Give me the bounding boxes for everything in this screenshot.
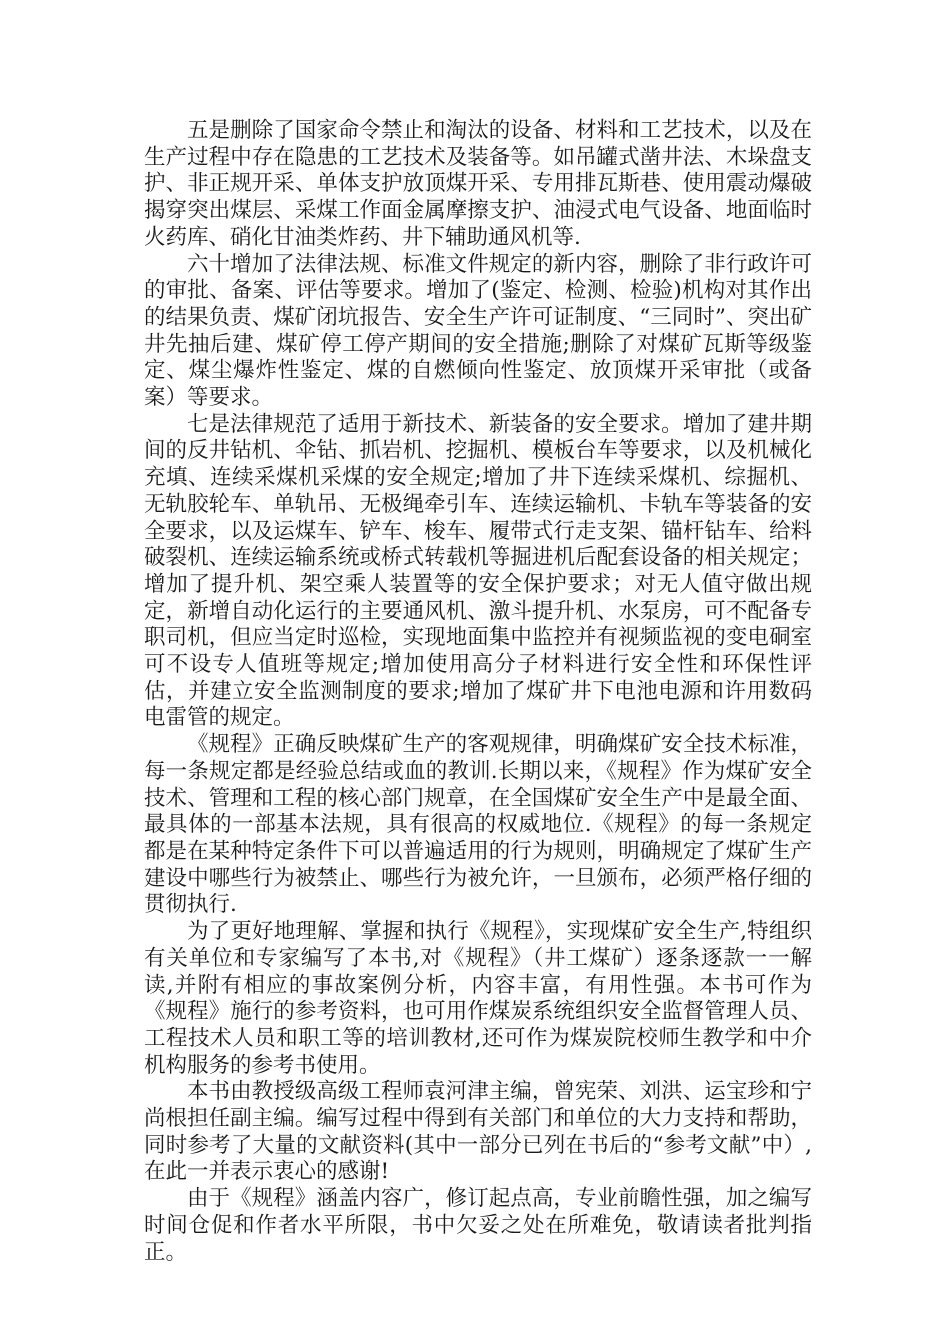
paragraph-3: 七是法律规范了适用于新技术、新装备的安全要求。增加了建井期间的反井钻机、伞钻、抓岩机、挖掘机、模板台车等要求，以及机械化充填、连续采煤机采煤的安全规定;增加了井下连续采煤机、综掘机、无轨胶轮车、单轨吊、无极绳牵引车、连续运输机、卡轨车等装备的安全要求，以及运煤车、铲车、梭车、履带式行走支架、锚杆钻车、给料破裂机、连续运输系统或桥式转载机等掘进机后配套设备的相关规定；增加了提升机、架空乘人装置等的安全保护要求；对无人值守做出规定，新增自动化运行的主要通风机、激斗提升机、水泵房，可不配备专职司机，但应当定时巡检，实现地面集中监控并有视频监视的变电硐室可不设专人值班等规定;增加使用高分子材料进行安全性和环保性评估，并建立安全监测制度的要求;增加了煤矿井下电池电源和许用数码电雷管的规定。 <box>144 411 812 731</box>
paragraph-5: 为了更好地理解、掌握和执行《规程》，实现煤矿安全生产,特组织有关单位和专家编写了本书,对《规程》（井工煤矿）逐条逐款一一解读,并附有相应的事故案例分析，内容丰富，有用性强。本书可作为《规程》施行的参考资料，也可用作煤炭系统组织安全监督管理人员、工程技术人员和职工等的培训教材,还可作为煤炭院校师生教学和中介机构服务的参考书使用。 <box>144 919 812 1078</box>
paragraph-6: 本书由教授级高级工程师袁河津主编，曾宪荣、刘洪、运宝珍和宁尚根担任副主编。编写过程中得到有关部门和单位的大力支持和帮助，同时参考了大量的文献资料(其中一部分已列在书后的“参考文献”中）,在此一并表示衷心的感谢! <box>144 1079 812 1185</box>
paragraph-1: 五是删除了国家命令禁止和淘汰的设备、材料和工艺技术，以及在生产过程中存在隐患的工艺技术及装备等。如吊罐式凿井法、木垛盘支护、非正规开采、单体支护放顶煤开采、专用排瓦斯巷、使用震动爆破揭穿突出煤层、采煤工作面金属摩擦支护、油浸式电气设备、地面临时火药库、硝化甘油类炸药、井下辅助通风机等. <box>144 118 812 250</box>
document-body <box>144 118 812 1266</box>
paragraph-4: 《规程》正确反映煤矿生产的客观规律，明确煤矿安全技术标准，每一条规定都是经验总结或血的教训.长期以来，《规程》作为煤矿安全技术、管理和工程的核心部门规章，在全国煤矿安全生产中是最全面、最具体的一部基本法规，具有很高的权威地位.《规程》的每一条规定都是在某种特定条件下可以普遍适用的行为规则，明确规定了煤矿生产建设中哪些行为被禁止、哪些行为被允许，一旦颁布，必须严格仔细的贯彻执行. <box>144 732 812 918</box>
paragraph-7: 由于《规程》涵盖内容广，修订起点高，专业前瞻性强，加之编写时间仓促和作者水平所限，书中欠妥之处在所难免，敬请读者批判指正。 <box>144 1186 812 1265</box>
paragraph-2: 六十增加了法律法规、标准文件规定的新内容，删除了非行政许可的审批、备案、评估等要求。增加了(鉴定、检测、检验)机构对其作出的结果负责、煤矿闭坑报告、安全生产许可证制度、“三同时”、突出矿井先抽后建、煤矿停工停产期间的安全措施;删除了对煤矿瓦斯等级鉴定、煤尘爆炸性鉴定、煤的自燃倾向性鉴定、放顶煤开采审批（或备案）等要求。 <box>144 251 812 411</box>
